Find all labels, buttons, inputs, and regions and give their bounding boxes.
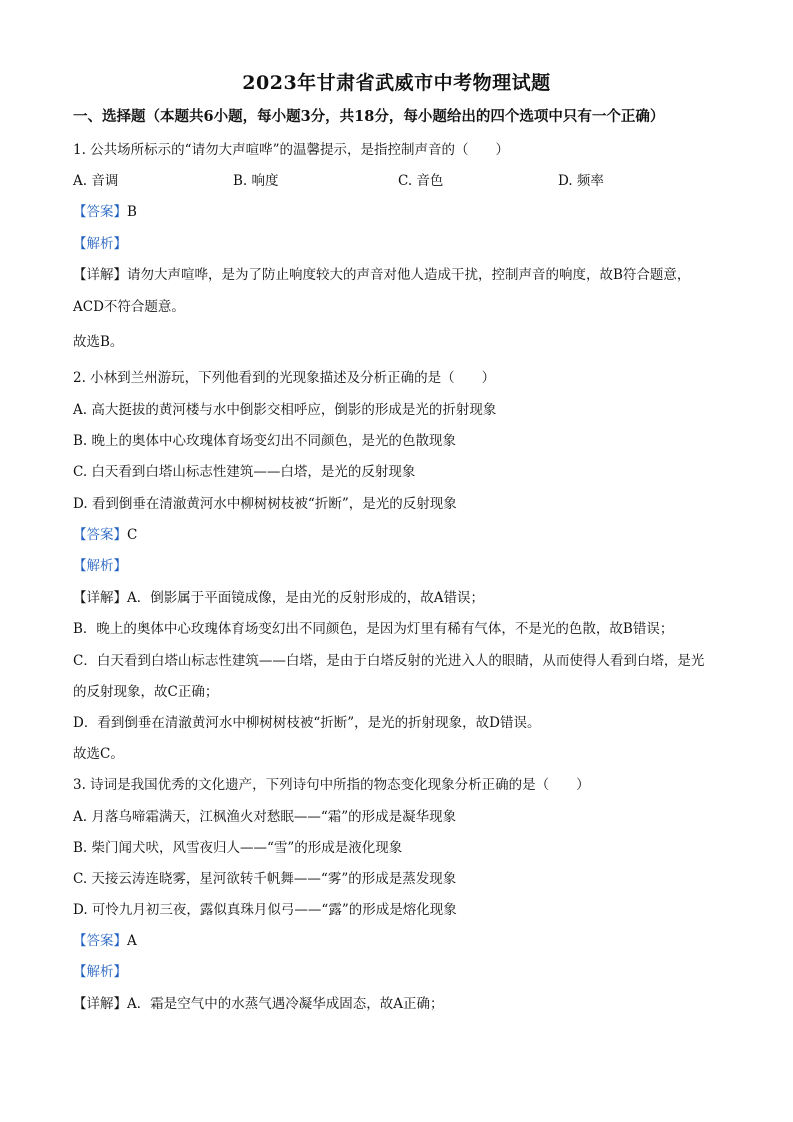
question-1-option-b: B. 响度 bbox=[233, 173, 279, 189]
question-1-analysis bbox=[73, 235, 127, 253]
question-2-option-c: C. 白天看到白塔山标志性建筑——白塔，是光的反射现象 bbox=[73, 464, 416, 480]
answer-tag: 【答案】 bbox=[73, 527, 127, 543]
question-2-option-a: A. 高大挺拔的黄河楼与水中倒影交相呼应，倒影的形成是光的折射现象 bbox=[73, 402, 497, 418]
question-3-stem: 3. 诗词是我国优秀的文化遗产，下列诗句中所指的物态变化现象分析正确的是（ ） bbox=[73, 777, 590, 793]
question-2-stem: 2. 小林到兰州游玩，下列他看到的光现象描述及分析正确的是（ ） bbox=[73, 370, 496, 386]
question-3-answer bbox=[73, 932, 137, 950]
question-3-option-d: D. 可怜九月初三夜，露似真珠月似弓——“露”的形成是熔化现象 bbox=[73, 902, 457, 918]
answer-value: B bbox=[127, 204, 137, 220]
question-1-answer bbox=[73, 203, 137, 221]
analysis-tag: 【解析】 bbox=[73, 236, 127, 252]
answer-value: A bbox=[127, 933, 137, 949]
answer-tag: 【答案】 bbox=[73, 204, 127, 220]
question-2-answer bbox=[73, 526, 137, 544]
question-2-detail-c: C．白天看到白塔山标志性建筑——白塔，是由于白塔反射的光进入人的眼睛，从而使得人看到白塔，是光 bbox=[73, 653, 705, 669]
question-2-option-b: B. 晚上的奥体中心玫瑰体育场变幻出不同颜色，是光的色散现象 bbox=[73, 433, 457, 449]
page-title: 2023年甘肃省武威市中考物理试题 bbox=[242, 72, 551, 94]
question-1-detail-cont: ACD不符合题意。 bbox=[73, 299, 185, 315]
question-1-option-a: A. 音调 bbox=[73, 173, 119, 189]
question-2-option-d: D. 看到倒垂在清澈黄河水中柳树树枝被“折断”，是光的反射现象 bbox=[73, 496, 457, 512]
question-3-detail bbox=[73, 995, 444, 1013]
question-3-option-b: B. 柴门闻犬吠，风雪夜归人——“雪”的形成是液化现象 bbox=[73, 840, 403, 856]
detail-tag: 【详解】 bbox=[73, 267, 127, 283]
question-2-detail-c-cont: 的反射现象，故C正确； bbox=[73, 684, 219, 700]
analysis-tag: 【解析】 bbox=[73, 964, 127, 980]
question-3-analysis bbox=[73, 963, 127, 981]
answer-value: C bbox=[127, 527, 138, 543]
question-1-stem: 1. 公共场所标示的“请勿大声喧哗”的温馨提示，是指控制声音的（ ） bbox=[73, 142, 509, 158]
question-3-option-a: A. 月落乌啼霜满天，江枫渔火对愁眠——“霜”的形成是凝华现象 bbox=[73, 809, 457, 825]
detail-text: A．霜是空气中的水蒸气遇冷凝华成固态，故A正确； bbox=[127, 996, 444, 1012]
question-1-option-c: C. 音色 bbox=[398, 173, 444, 189]
analysis-tag: 【解析】 bbox=[73, 558, 127, 574]
detail-text: 请勿大声喧哗，是为了防止响度较大的声音对他人造成干扰，控制声音的响度，故B符合题意， bbox=[127, 267, 691, 283]
question-1-conclusion: 故选B。 bbox=[73, 334, 124, 350]
question-2-detail-d: D．看到倒垂在清澈黄河水中柳树树枝被“折断”，是光的折射现象，故D错误。 bbox=[73, 715, 541, 731]
answer-tag: 【答案】 bbox=[73, 933, 127, 949]
question-2-analysis bbox=[73, 557, 127, 575]
detail-tag: 【详解】 bbox=[73, 996, 127, 1012]
question-1-detail bbox=[73, 266, 690, 284]
question-2-detail-b: B．晚上的奥体中心玫瑰体育场变幻出不同颜色，是因为灯里有稀有气体，不是光的色散，故B错误； bbox=[73, 621, 674, 637]
question-1-option-d: D. 频率 bbox=[558, 173, 604, 189]
section-heading: 一、选择题（本题共6小题，每小题3分，共18分，每小题给出的四个选项中只有一个正确） bbox=[73, 108, 665, 125]
detail-tag: 【详解】 bbox=[73, 590, 127, 606]
question-3-option-c: C. 天接云涛连晓雾，星河欲转千帆舞——“雾”的形成是蒸发现象 bbox=[73, 871, 457, 887]
detail-text: A．倒影属于平面镜成像，是由光的反射形成的，故A错误； bbox=[127, 590, 484, 606]
question-2-detail bbox=[73, 589, 484, 607]
question-2-conclusion: 故选C。 bbox=[73, 746, 124, 762]
